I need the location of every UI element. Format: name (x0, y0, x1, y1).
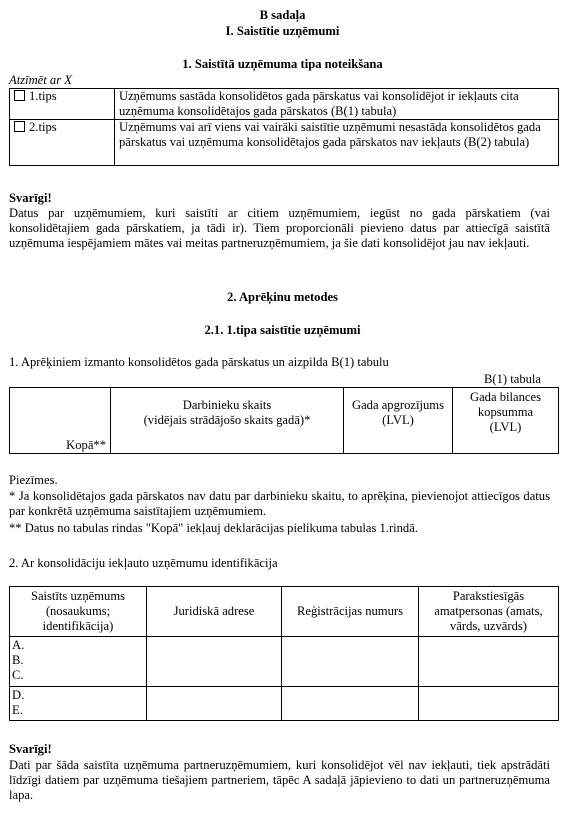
note-1: * Ja konsolidētajos gada pārskatos nav datu par darbinieku skaitu, to aprēķina, pievienojot attiecīgos datus par konkrētā uzņēmuma saistītajiem uzņēmumiem. (9, 489, 550, 518)
identification-table (9, 586, 559, 721)
row-label-c: C. (12, 668, 24, 682)
row-label-a: A. (12, 638, 25, 652)
id-col-address: Juridiskā adrese (147, 587, 282, 637)
type-2-text: Uzņēmums vai arī viens vai vairāki saistītie uzņēmumi nesastāda konsolidētos gada pārskatus vai uzņēmuma konsolidētajos gada pārskatos nav iekļauts (B(2) tabula) (115, 120, 559, 166)
id-col-company: Saistīts uzņēmums (nosaukums; identifikācija) (10, 587, 147, 637)
row-label-e: E. (12, 703, 23, 717)
section-label: B sadaļa (259, 8, 306, 22)
type-table (9, 88, 559, 166)
input-cell[interactable] (282, 637, 419, 687)
b1-col-employees: Darbinieku skaits (vidējais strādājošo skaits gadā)* (111, 388, 344, 454)
checkbox-type-1[interactable] (14, 90, 25, 101)
type-2-label: 2.tips (29, 120, 57, 134)
id-row-group-1 (10, 637, 147, 687)
notes-title: Piezīmes. (9, 473, 58, 487)
type-row-1 (10, 89, 559, 120)
b1-table (9, 387, 559, 454)
important-title-1: Svarīgi! (9, 191, 52, 205)
type-2-cell[interactable] (10, 120, 115, 166)
important-title-2: Svarīgi! (9, 742, 52, 756)
mark-note: Atzīmēt ar X (9, 73, 72, 87)
b1-table-label: B(1) tabula (484, 372, 542, 386)
important-text-2: Dati par šāda saistīta uzņēmuma partneruzņēmumiem, kuri konsolidējot vēl nav iekļauti, tiek apstrādāti līdzīgi datiem par uzņēmuma tiešajiem partneriem, tāpēc A sadaļā jāpievieno to dati un partneruzņēmuma lapa. (9, 758, 550, 802)
table-row (10, 637, 559, 687)
id-row-group-2 (10, 687, 147, 721)
type-row-2 (10, 120, 559, 166)
type-1-text: Uzņēmums sastāda konsolidētos gada pārskatus vai konsolidējot ir iekļauts cita uzņēmuma konsolidētajos gada pārskatos (B(1) tabula) (115, 89, 559, 120)
input-cell[interactable] (147, 637, 282, 687)
input-cell[interactable] (419, 637, 559, 687)
methods-heading: 2. Aprēķinu metodes (227, 290, 338, 304)
row-label-b: B. (12, 653, 24, 667)
page-title: I. Saistītie uzņēmumi (225, 24, 340, 38)
note-2: ** Datus no tabulas rindas "Kopā" iekļauj deklarācijas pielikuma tabulas 1.rindā. (9, 521, 418, 535)
id-col-officials: Parakstiesīgās amatpersonas (amats, vārds, uzvārds) (419, 587, 559, 637)
table-row (10, 687, 559, 721)
important-text-1: Datus par uzņēmumiem, kuri saistīti ar citiem uzņēmumiem, iegūst no gada pārskatiem (vai konsolidētajiem gada pārskatiem, ja tādi ir). Tiem proporcionāli pievieno datus par attiecīgā saistītā uzņēmuma iespējamiem mātes vai meitas partneruzņēmumiem, ja šie dati konsolidējot jau nav iekļauti. (9, 206, 550, 250)
input-cell[interactable] (147, 687, 282, 721)
input-cell[interactable] (282, 687, 419, 721)
b1-row-label: Kopā** (10, 388, 111, 454)
type-heading: 1. Saistītā uzņēmuma tipa noteikšana (182, 57, 383, 71)
methods-subheading: 2.1. 1.tipa saistītie uzņēmumi (204, 323, 361, 337)
identification-heading: 2. Ar konsolidāciju iekļauto uzņēmumu identifikācija (9, 556, 278, 570)
b1-col-turnover: Gada apgrozījums (LVL) (344, 388, 453, 454)
type-1-cell[interactable] (10, 89, 115, 120)
id-col-regnum: Reģistrācijas numurs (282, 587, 419, 637)
checkbox-type-2[interactable] (14, 121, 25, 132)
method-item-1: 1. Aprēķiniem izmanto konsolidētos gada pārskatus un aizpilda B(1) tabulu (9, 355, 389, 369)
row-label-d: D. (12, 688, 25, 702)
b1-col-balance: Gada bilances kopsumma (LVL) (453, 388, 559, 454)
input-cell[interactable] (419, 687, 559, 721)
type-1-label: 1.tips (29, 89, 57, 103)
